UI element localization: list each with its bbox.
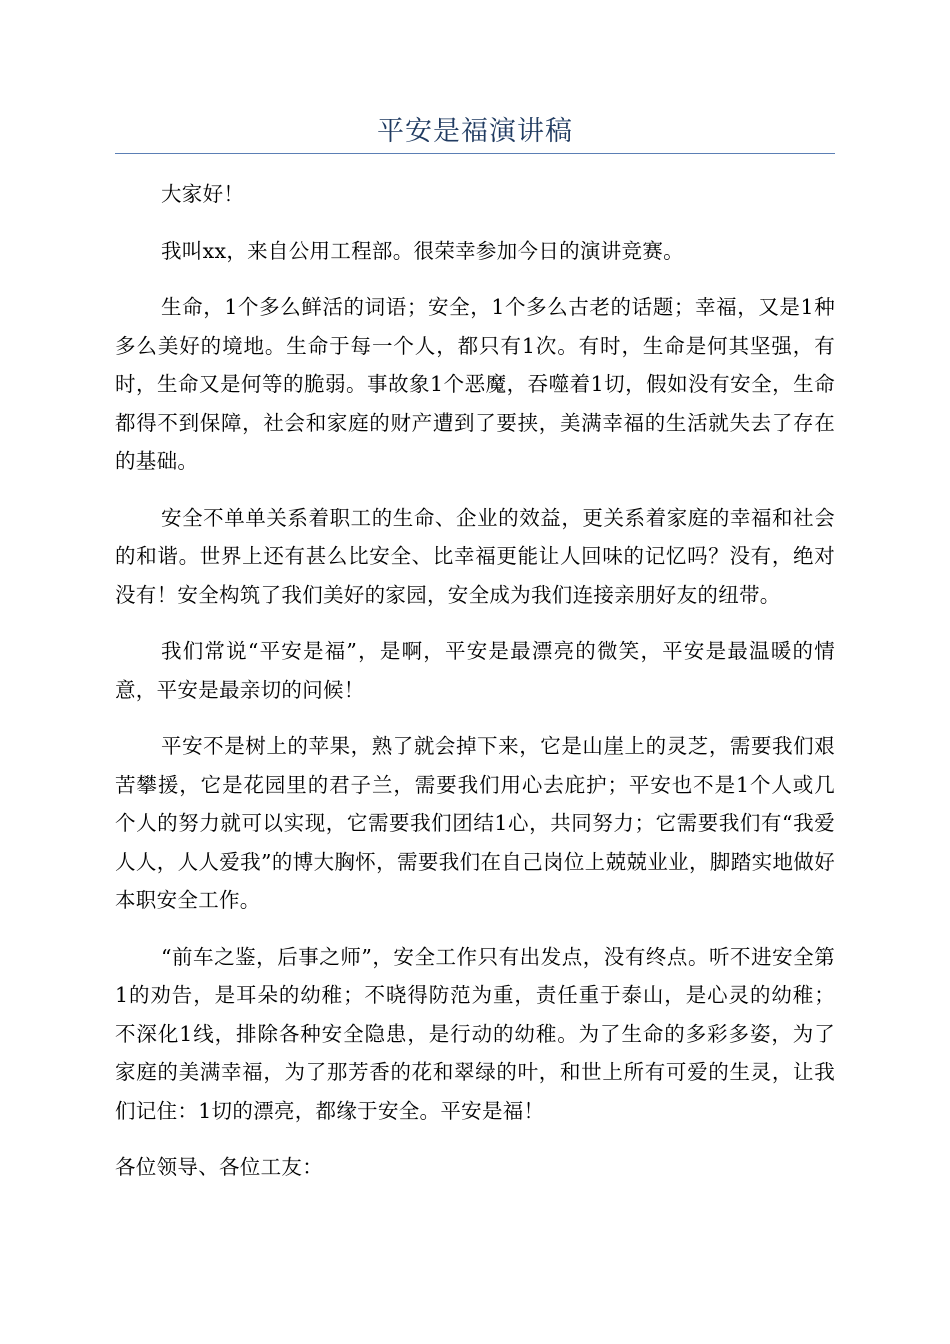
paragraph-peace-is-blessing: 我们常说“平安是福”，是啊，平安是最漂亮的微笑，平安是最温暖的情意，平安是最亲切的问候！ — [115, 639, 835, 702]
closing-salutation: 各位领导、各位工友： — [115, 1155, 323, 1179]
title-underline — [115, 153, 835, 154]
paragraph-life-safety-happiness: 生命，1个多么鲜活的词语；安全，1个多么古老的话题；幸福，又是1种多么美好的境地。生命于每一个人，都只有1次。有时，生命是何其坚强，有时，生命又是何等的脆弱。事故象1个恶魔，吞噬着1切，假如没有安全，生命都得不到保障，社会和家庭的财产遭到了要挟，美满幸福的生活就失去了存在的基础。 — [115, 295, 835, 473]
paragraph-safety-significance: 安全不单单关系着职工的生命、企业的效益，更关系着家庭的幸福和社会的和谐。世界上还有甚么比安全、比幸福更能让人回味的记忆吗？没有，绝对没有！安全构筑了我们美好的家园，安全成为我们连接亲朋好友的纽带。 — [115, 505, 835, 607]
paragraph-peace-effort: 平安不是树上的苹果，熟了就会掉下来，它是山崖上的灵芝，需要我们艰苦攀援，它是花园里的君子兰，需要我们用心去庇护；平安也不是1个人或几个人的努力就可以实现，它需要我们团结1心，共同努力；它需要我们有“我爱人人，人人爱我”的博大胸怀，需要我们在自己岗位上兢兢业业，脚踏实地做好本职安全工作。 — [115, 734, 835, 912]
paragraph-greeting: 大家好！ — [161, 182, 245, 206]
document-title: 平安是福演讲稿 — [377, 116, 573, 147]
document-body — [115, 175, 835, 1205]
paragraph-lessons: “前车之鉴，后事之师”，安全工作只有出发点，没有终点。听不进安全第1的劝告，是耳朵的幼稚；不晓得防范为重，责任重于泰山，是心灵的幼稚；不深化1线，排除各种安全隐患，是行动的幼稚。为了生命的多彩多姿，为了家庭的美满幸福，为了那芳香的花和翠绿的叶，和世上所有可爱的生灵，让我们记住：1切的漂亮，都缘于安全。平安是福！ — [115, 944, 835, 1123]
paragraph-introduction: 我叫xx，来自公用工程部。很荣幸参加今日的演讲竞赛。 — [161, 238, 684, 263]
